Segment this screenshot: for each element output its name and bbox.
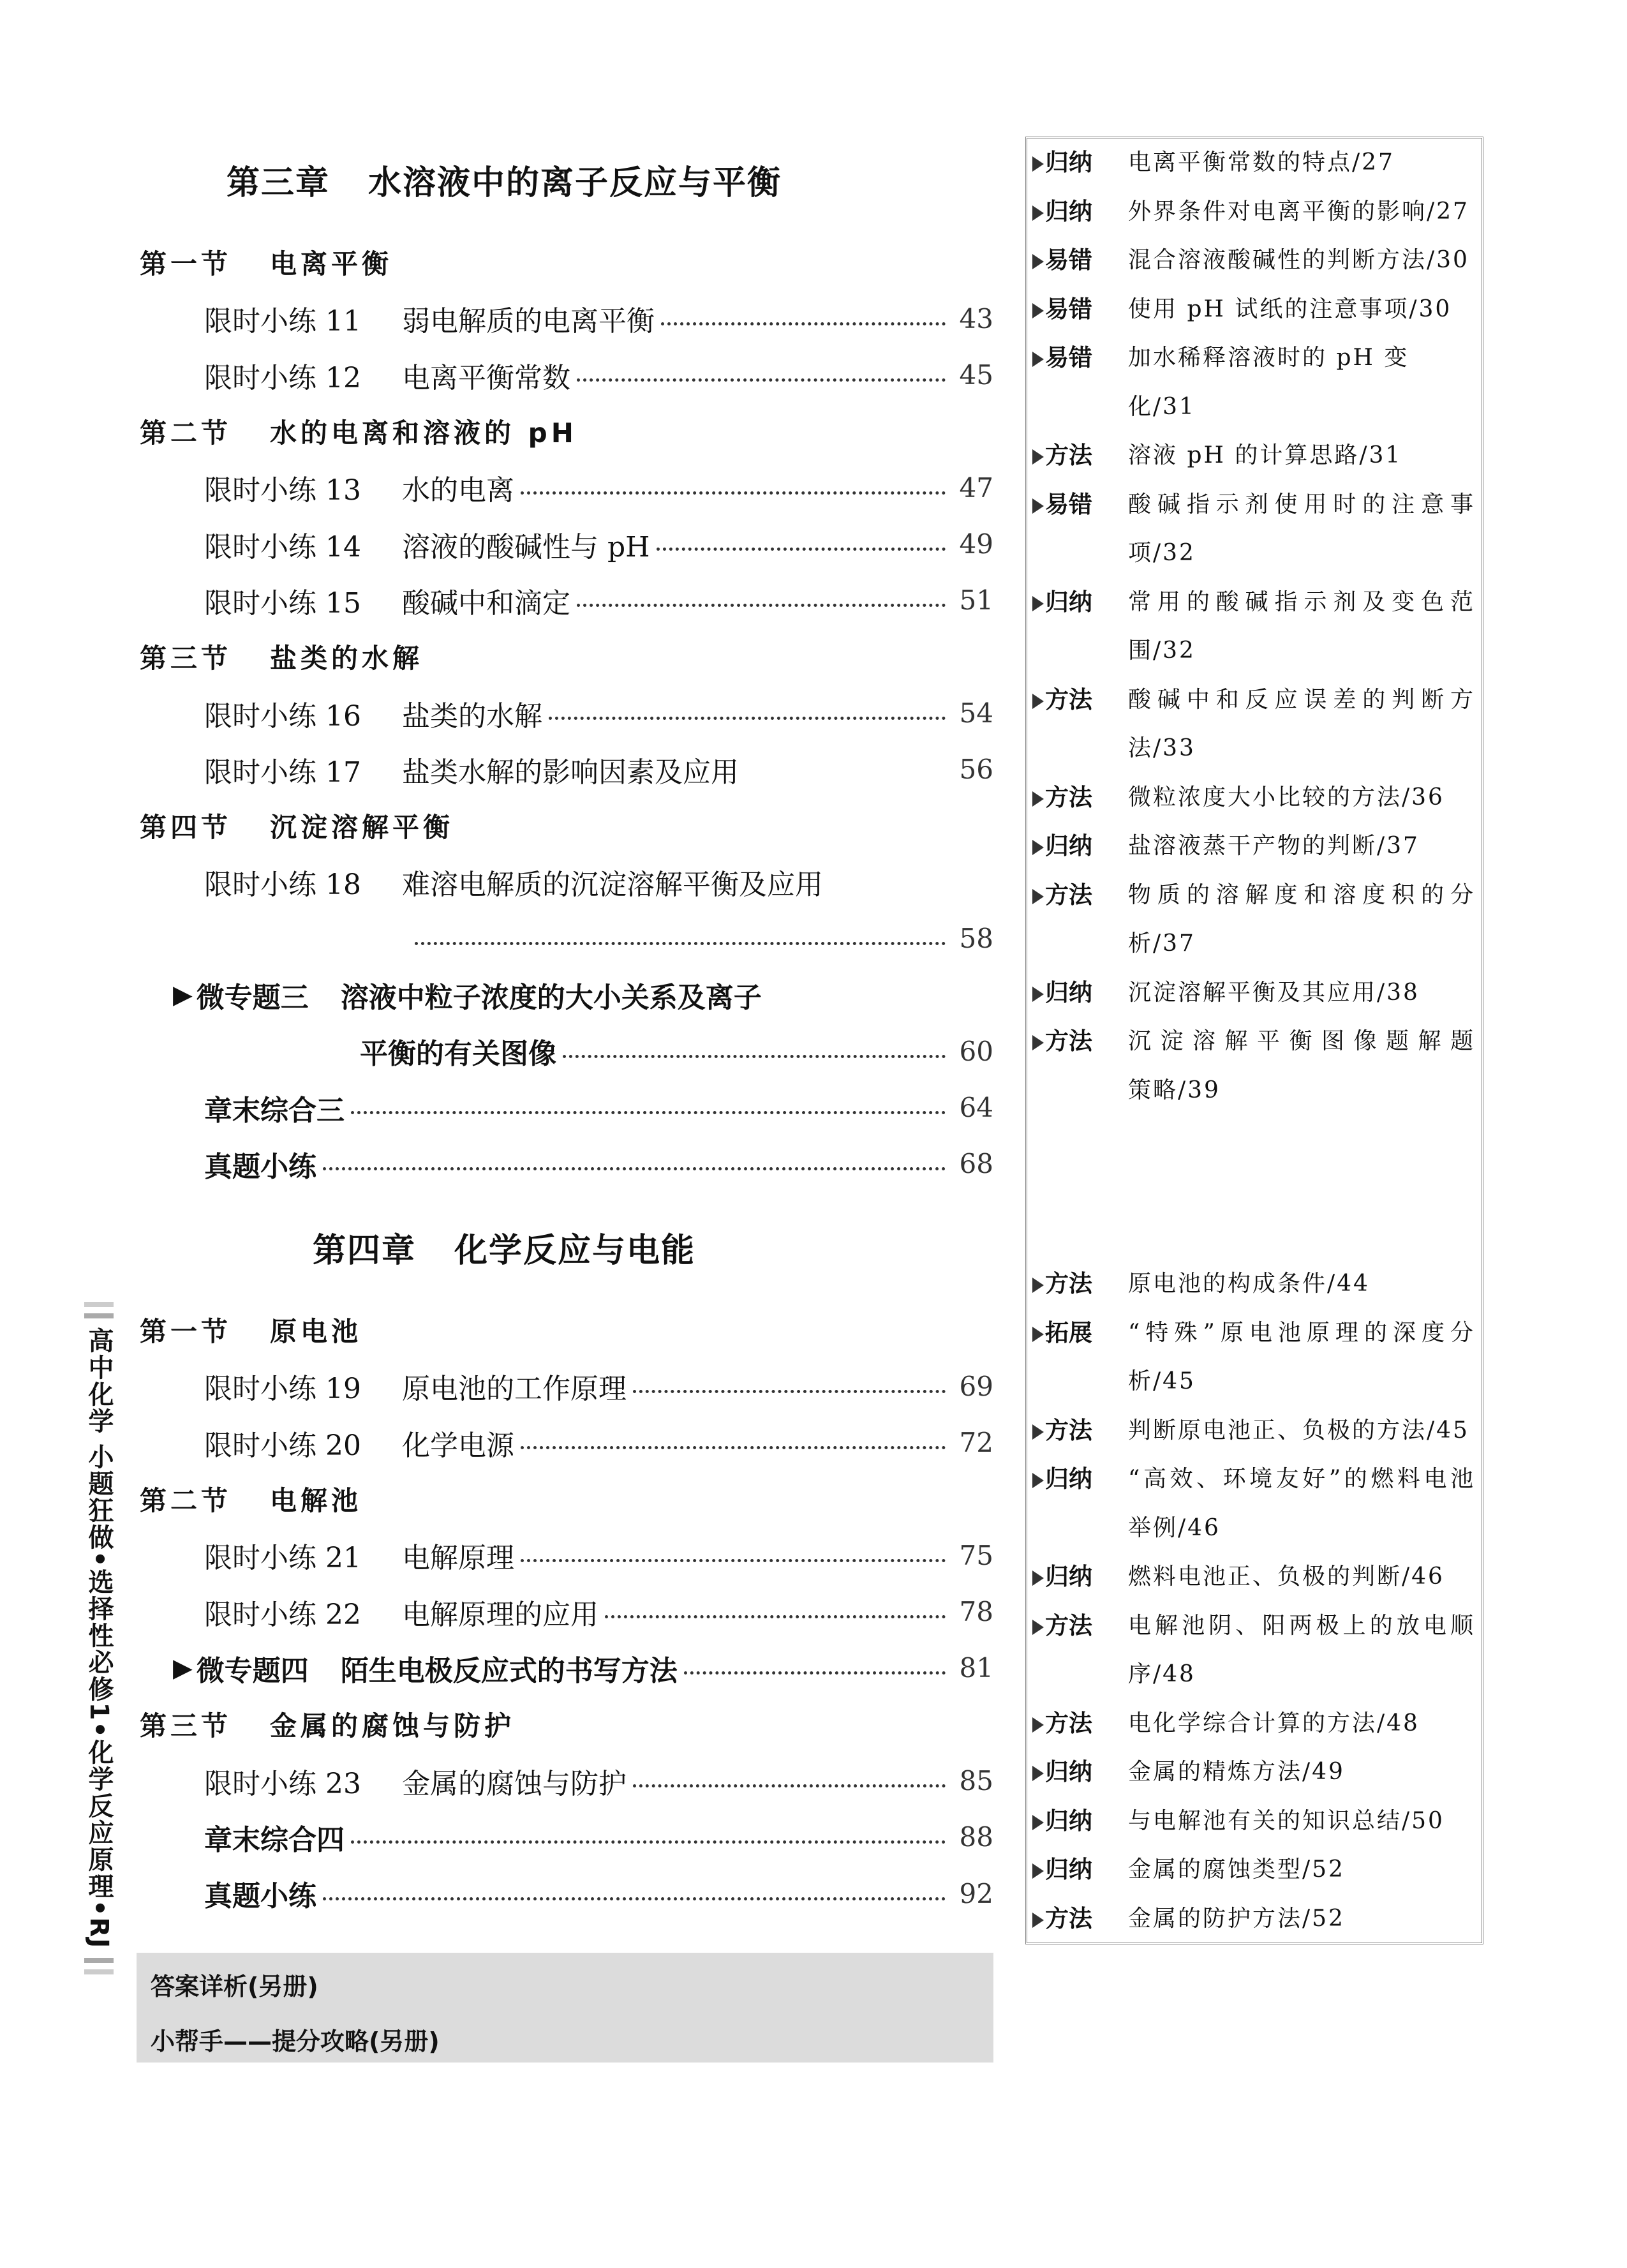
page-number: 81 [959,1652,993,1684]
section-heading [0,403,1008,459]
topic-title: 陌生电极反应式的书写方法 [340,1654,678,1687]
tip-tag: 方法 [1027,871,1128,969]
spine-brand: 小题狂做•选择性必修1•化学反应原理•RJ [84,1444,114,1950]
page-number: 54 [959,698,993,729]
footer-box [137,1953,993,2063]
tip-item[interactable] [1027,1699,1482,1749]
tip-item[interactable] [1027,285,1482,334]
toc-entry[interactable] [0,572,993,629]
tip-tag: 方法 [1027,773,1128,823]
tip-tag: 易错 [1027,481,1128,578]
tip-text [1128,1260,1482,1309]
special-topic-continuation[interactable] [0,1023,993,1079]
tip-text [1128,431,1482,481]
tip-text-line: 沉淀溶解平衡图像题解题 [1128,1028,1475,1054]
page-number: 58 [959,923,993,955]
section-name: 电解池 [270,1485,362,1517]
dot-leader [657,548,946,551]
tip-item[interactable] [1027,1309,1482,1406]
tip-text-line: 外界条件对电离平衡的影响/27 [1128,198,1469,225]
tip-text-line: 析/45 [1128,1368,1196,1394]
tip-item[interactable] [1027,1748,1482,1797]
entry-title: 弱电解质的电离平衡 [402,305,655,338]
tip-text [1128,1797,1482,1846]
entry-label: 限时小练 18 [204,869,361,902]
tip-text [1128,236,1482,285]
tip-item[interactable] [1027,188,1482,237]
entry-title: 电解原理的应用 [402,1598,598,1631]
tip-text-line: 项/32 [1128,540,1196,566]
tip-item[interactable] [1027,1455,1482,1553]
tip-text-line: 金属的防护方法/52 [1128,1905,1345,1932]
tip-item[interactable] [1027,822,1482,871]
tip-tag: 方法 [1027,1895,1128,1944]
dot-leader [549,717,946,720]
tip-text-line: 电离平衡常数的特点/27 [1128,149,1395,175]
tip-tag: 归纳 [1027,1846,1128,1895]
chapter-name: 化学反应与电能 [454,1231,696,1270]
tip-text-line: 序/48 [1128,1661,1196,1687]
tip-tag: 拓展 [1027,1309,1128,1406]
section-name: 沉淀溶解平衡 [270,812,454,844]
book-spine [84,1302,114,2084]
summary-title: 真题小练 [204,1150,316,1183]
tip-tag: 方法 [1027,1699,1128,1749]
dot-leader [521,491,946,495]
page-number: 45 [959,359,993,391]
spine-bar [84,1969,114,1974]
toc-entry[interactable] [0,854,993,910]
chapter-number: 第四章 [312,1231,416,1270]
tip-tag: 归纳 [1027,969,1128,1018]
toc-entry[interactable] [0,1584,993,1640]
tip-tag: 易错 [1027,285,1128,334]
summary-title: 章末综合四 [204,1823,345,1856]
tip-item[interactable] [1027,1260,1482,1309]
entry-title: 金属的腐蚀与防护 [402,1767,627,1800]
tip-text-line: 燃料电池正、负极的判断/46 [1128,1563,1445,1590]
entry-title: 难溶电解质的沉淀溶解平衡及应用 [402,869,823,902]
toc-entry[interactable] [0,1752,993,1809]
page-number: 72 [959,1427,993,1459]
tip-text-line: 使用 pH 试纸的注意事项/30 [1128,295,1452,322]
tip-tag: 归纳 [1027,1797,1128,1846]
section-name: 电离平衡 [270,248,393,280]
entry-label: 限时小练 22 [204,1598,361,1631]
tip-text [1128,1553,1482,1602]
dot-leader [661,322,946,325]
tip-text [1128,969,1482,1018]
spine-bar [84,1313,114,1318]
dot-leader [323,1897,946,1900]
tip-text [1128,334,1482,431]
tip-text [1128,1017,1482,1115]
dot-leader [521,1446,946,1449]
tip-tag: 归纳 [1027,1455,1128,1553]
tip-tag: 方法 [1027,431,1128,481]
tip-text-line: 围/32 [1128,638,1196,664]
tip-tag: 易错 [1027,334,1128,431]
tip-item[interactable] [1027,334,1482,431]
tip-text [1128,773,1482,823]
tip-tag: 归纳 [1027,188,1128,237]
entry-title: 溶液的酸碱性与 pH [402,530,650,563]
page-number: 60 [959,1035,993,1067]
chapter-title [0,1192,1008,1302]
topic-label: 微专题三 [196,981,309,1014]
tip-text-line: 策略/39 [1128,1077,1221,1103]
section-heading [0,234,1008,290]
toc-entry[interactable] [0,685,993,741]
tip-text-line: 沉淀溶解平衡及其应用/38 [1128,979,1420,1006]
section-number: 第三节 [140,643,232,675]
tip-item[interactable] [1027,773,1482,823]
tip-item[interactable] [1027,481,1482,578]
tip-text-line: 金属的腐蚀类型/52 [1128,1856,1345,1883]
triangle-icon: ▶ [173,1653,193,1683]
spine-series: 高中化学 [84,1327,114,1435]
entry-title: 酸碱中和滴定 [402,586,570,620]
tip-item[interactable] [1027,676,1482,773]
tip-item[interactable] [1027,236,1482,285]
page-number: 56 [959,754,993,786]
section-number: 第一节 [140,1316,232,1348]
tip-item[interactable] [1027,1797,1482,1846]
page-number: 78 [959,1596,993,1628]
page-number: 75 [959,1539,993,1571]
tip-tag: 归纳 [1027,138,1128,188]
tip-text [1128,188,1482,237]
tip-text-line: 物质的溶解度和溶度积的分 [1128,881,1475,908]
entry-label: 限时小练 11 [204,305,361,338]
tip-tag: 归纳 [1027,822,1128,871]
page-number: 51 [959,585,993,616]
tip-tag: 方法 [1027,1406,1128,1456]
tips-group-chapter-3 [1027,138,1482,1115]
tip-text-line: “高效、环境友好”的燃料电池 [1128,1466,1475,1492]
section-heading [0,629,1008,685]
tip-text-line: 电解池阴、阳两极上的放电顺 [1128,1612,1475,1639]
tip-item[interactable] [1027,1017,1482,1115]
tips-group-chapter-4 [1027,1260,1482,1943]
topic-label: 微专题四 [196,1654,309,1687]
summary-title: 真题小练 [204,1880,316,1913]
toc-entry-continuation[interactable] [0,911,993,967]
section-name: 水的电离和溶液的 pH [270,417,577,449]
page-number: 49 [959,528,993,560]
section-heading [0,1302,1008,1358]
summary-entry[interactable] [0,1809,993,1865]
spine-bar [84,1958,114,1963]
tip-text [1128,481,1482,578]
tip-text-line: 金属的精炼方法/49 [1128,1759,1345,1785]
tip-text [1128,822,1482,871]
dot-leader [684,1671,946,1675]
tip-text-line: 微粒浓度大小比较的方法/36 [1128,784,1445,810]
tip-item[interactable] [1027,138,1482,188]
entry-label: 限时小练 16 [204,699,361,733]
entry-title: 电离平衡常数 [402,361,570,394]
toc-entry[interactable] [0,347,993,403]
entry-title: 电解原理 [402,1542,514,1575]
entry-label: 限时小练 21 [204,1542,361,1575]
table-of-contents [0,124,1008,1921]
triangle-icon: ▶ [173,980,193,1010]
tip-text-line: 举例/46 [1128,1514,1221,1541]
page-number: 68 [959,1148,993,1180]
tip-text-line: 盐溶液蒸干产物的判断/37 [1128,833,1420,859]
dot-leader [351,1111,946,1114]
tip-tag: 方法 [1027,1017,1128,1115]
tip-item[interactable] [1027,1846,1482,1895]
tip-text-line: “特殊”原电池原理的深度分 [1128,1319,1475,1346]
tip-text [1128,1455,1482,1553]
section-heading [0,1471,1008,1527]
chapter-number: 第三章 [226,163,330,202]
tip-text-line: 溶液 pH 的计算思路/31 [1128,442,1402,468]
entry-title: 盐类水解的影响因素及应用 [402,756,739,789]
dot-leader [633,1784,946,1787]
tip-text-line: 判断原电池正、负极的方法/45 [1128,1417,1469,1444]
dot-leader [521,1559,946,1562]
tip-tag: 方法 [1027,676,1128,773]
tip-item[interactable] [1027,871,1482,969]
toc-entry[interactable] [0,1415,993,1471]
entry-label: 限时小练 20 [204,1429,361,1462]
dot-leader [577,378,946,382]
topic-title: 平衡的有关图像 [360,1038,556,1071]
summary-entry[interactable] [0,1136,993,1192]
tip-text-line: 法/33 [1128,735,1196,761]
tip-text [1128,578,1482,676]
tip-item[interactable] [1027,1895,1482,1944]
tip-tag: 方法 [1027,1602,1128,1699]
toc-entry[interactable] [0,516,993,572]
section-name: 金属的腐蚀与防护 [270,1710,516,1742]
entry-title: 化学电源 [402,1429,514,1462]
entry-label: 限时小练 19 [204,1373,361,1406]
dot-leader [351,1840,946,1844]
chapter-name: 水溶液中的离子反应与平衡 [368,163,782,202]
tip-text [1128,1846,1482,1895]
section-number: 第二节 [140,1485,232,1517]
tip-text-line: 常用的酸碱指示剂及变色范 [1128,588,1475,615]
page-number: 43 [959,302,993,334]
page-number: 85 [959,1765,993,1797]
sidebar-tips-box [1025,137,1483,1944]
dot-leader [633,1390,946,1393]
chapter-title [0,124,1008,234]
tip-text [1128,1309,1482,1406]
tip-text-line: 酸碱指示剂使用时的注意事 [1128,491,1475,518]
tip-tag: 归纳 [1027,1553,1128,1602]
tip-text-line: 析/37 [1128,930,1196,957]
entry-title: 水的电离 [402,474,514,507]
tip-text [1128,871,1482,969]
tip-text [1128,285,1482,334]
page-number: 64 [959,1092,993,1124]
tip-text [1128,676,1482,773]
tip-item[interactable] [1027,1406,1482,1456]
helper-link[interactable]: 小帮手——提分攻略(另册) [151,2027,440,2055]
tip-text-line: 与电解池有关的知识总结/50 [1128,1807,1445,1834]
tip-text [1128,138,1482,188]
tip-item[interactable] [1027,578,1482,676]
tip-text-line: 酸碱中和反应误差的判断方 [1128,686,1475,713]
summary-entry[interactable] [0,1079,993,1135]
dot-leader [323,1167,946,1170]
answers-link[interactable]: 答案详析(另册) [151,1973,318,2001]
tip-text [1128,1895,1482,1944]
dot-leader [563,1055,946,1058]
dot-leader [415,942,946,945]
page-number: 47 [959,472,993,504]
tip-tag: 归纳 [1027,1748,1128,1797]
tip-text-line: 加水稀释溶液时的 pH 变化/31 [1128,345,1409,420]
page-number: 88 [959,1821,993,1853]
tip-text [1128,1406,1482,1456]
toc-entry[interactable] [0,742,993,798]
entry-title: 盐类的水解 [402,699,542,733]
tip-text [1128,1602,1482,1699]
tip-text-line: 电化学综合计算的方法/48 [1128,1710,1420,1736]
tip-item[interactable] [1027,431,1482,481]
special-topic-entry[interactable] [0,967,993,1023]
entry-label: 限时小练 12 [204,361,361,394]
entry-label: 限时小练 23 [204,1767,361,1800]
section-number: 第二节 [140,417,232,449]
section-number: 第一节 [140,248,232,280]
entry-label: 限时小练 15 [204,586,361,620]
section-name: 原电池 [270,1316,362,1348]
toc-entry[interactable] [0,290,993,347]
entry-label: 限时小练 17 [204,756,361,789]
page-number: 69 [959,1370,993,1402]
tip-item[interactable] [1027,969,1482,1018]
page-number: 92 [959,1877,993,1909]
tip-item[interactable] [1027,1553,1482,1602]
special-topic-entry[interactable] [0,1640,993,1696]
toc-entry[interactable] [0,1358,993,1414]
summary-entry[interactable] [0,1865,993,1921]
tip-text-line: 原电池的构成条件/44 [1128,1271,1370,1297]
section-heading [0,1696,1008,1752]
entry-label: 限时小练 14 [204,530,361,563]
toc-entry[interactable] [0,459,993,516]
tip-text-line: 混合溶液酸碱性的判断方法/30 [1128,247,1469,273]
summary-title: 章末综合三 [204,1094,345,1127]
tip-tag: 方法 [1027,1260,1128,1309]
section-heading [0,798,1008,854]
tip-text [1128,1699,1482,1749]
toc-entry[interactable] [0,1527,993,1583]
dot-leader [605,1615,946,1618]
entry-title: 原电池的工作原理 [402,1373,627,1406]
spine-bar [84,1302,114,1307]
section-name: 盐类的水解 [270,643,424,675]
tip-item[interactable] [1027,1602,1482,1699]
tip-tag: 易错 [1027,236,1128,285]
entry-label: 限时小练 13 [204,474,361,507]
section-number: 第三节 [140,1710,232,1742]
topic-title: 溶液中粒子浓度的大小关系及离子 [340,981,762,1014]
section-number: 第四节 [140,812,232,844]
tip-tag: 归纳 [1027,578,1128,676]
dot-leader [577,604,946,607]
tip-text [1128,1748,1482,1797]
